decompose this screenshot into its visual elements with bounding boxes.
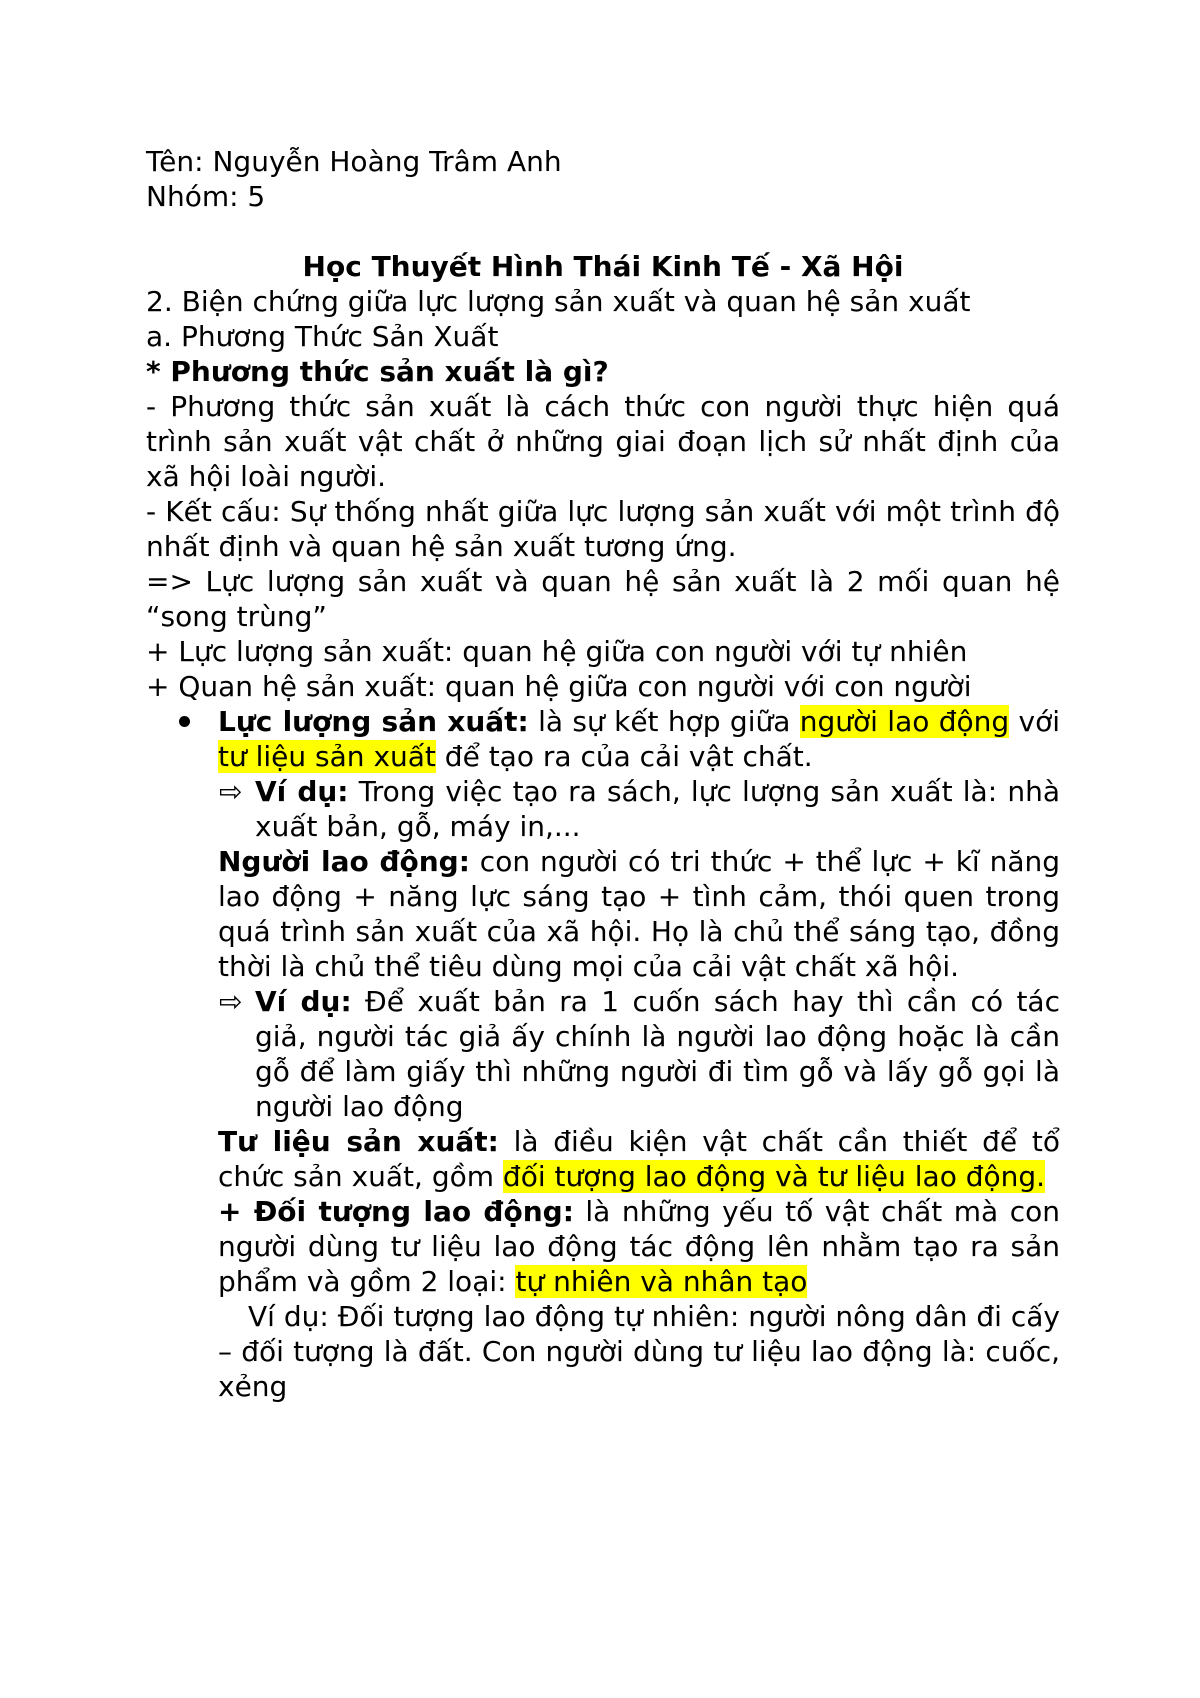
bullet-productive-forces (146, 704, 1060, 774)
bullet-term: Lực lượng sản xuất: (218, 705, 529, 738)
bullet-text-2: với (1009, 705, 1061, 738)
object-paragraph (146, 1194, 1060, 1299)
example-2-label: Ví dụ: (255, 985, 352, 1018)
bullet-text-3: để tạo ra của cải vật chất. (435, 740, 813, 773)
worker-paragraph (146, 844, 1060, 984)
example-1-label: Ví dụ: (255, 775, 349, 808)
example-3: Ví dụ: Đối tượng lao động tự nhiên: người nông dân đi cấy – đối tượng là đất. Con người dùng tư liệu lao động là: cuốc, xẻng (218, 1300, 1060, 1403)
example-2 (146, 984, 1060, 1124)
worker-term: Người lao động: (218, 845, 470, 878)
example-1 (146, 774, 1060, 844)
structure-paragraph: - Kết cấu: Sự thống nhất giữa lực lượng sản xuất với một trình độ nhất định và quan hệ sản xuất tương ứng. (146, 495, 1060, 563)
student-name: Tên: Nguyễn Hoàng Trâm Anh (146, 145, 562, 178)
object-text: là những yếu tố vật chất mà con người dùng tư liệu lao động tác động lên nhằm tạo ra sản phẩm và gồm 2 loại: (218, 1195, 1060, 1298)
means-term: Tư liệu sản xuất: (218, 1125, 499, 1158)
subsection-heading-a: a. Phương Thức Sản Xuất (146, 320, 499, 353)
example-1-text: Trong việc tạo ra sách, lực lượng sản xuất là: nhà xuất bản, gỗ, máy in,... (255, 775, 1060, 843)
question-text: * Phương thức sản xuất là gì? (146, 355, 609, 388)
worker-text: con người có tri thức + thể lực + kĩ năng lao động + năng lực sáng tạo + tình cảm, thói quen trong quá trình sản xuất của xã hội. Họ là chủ thể sáng tạo, đồng thời là chủ thể tiêu dùng mọi của cải vật chất xã hội. (218, 845, 1060, 983)
highlight-object-types: tự nhiên và nhân tạo (515, 1265, 808, 1298)
blank-line (146, 214, 1060, 249)
arrow-right-icon: ⇨ (219, 775, 243, 808)
bullet-text-1: là sự kết hợp giữa (528, 705, 800, 738)
arrow-right-icon: ⇨ (219, 985, 243, 1018)
group-number: Nhóm: 5 (146, 180, 266, 213)
definition-paragraph: - Phương thức sản xuất là cách thức con người thực hiện quá trình sản xuất vật chất ở những giai đoạn lịch sử nhất định của xã hội loài người. (146, 390, 1060, 493)
document-title: Học Thuyết Hình Thái Kinh Tế - Xã Hội (302, 250, 904, 283)
document-body (146, 144, 1060, 1404)
section-heading-2: 2. Biện chứng giữa lực lượng sản xuất và quan hệ sản xuất (146, 285, 971, 318)
relation-line-2: + Quan hệ sản xuất: quan hệ giữa con người với con người (146, 670, 972, 703)
highlight-means-components: đối tượng lao động và tư liệu lao động. (502, 1160, 1046, 1193)
highlight-worker: người lao động (799, 705, 1010, 738)
relation-line-1: + Lực lượng sản xuất: quan hệ giữa con người với tự nhiên (146, 635, 968, 668)
highlight-means: tư liệu sản xuất (218, 740, 436, 773)
question-heading (146, 354, 1060, 389)
conclusion-paragraph: => Lực lượng sản xuất và quan hệ sản xuất là 2 mối quan hệ “song trùng” (146, 565, 1060, 633)
example-2-text: Để xuất bản ra 1 cuốn sách hay thì cần có tác giả, người tác giả ấy chính là người lao động hoặc là cần gỗ để làm giấy thì những người đi tìm gỗ và lấy gỗ gọi là người lao động (255, 985, 1060, 1123)
means-text: là điều kiện vật chất cần thiết để tổ chức sản xuất, gồm (218, 1125, 1060, 1193)
means-paragraph (146, 1124, 1060, 1194)
bullet-dot-icon (179, 716, 190, 727)
object-term: + Đối tượng lao động: (218, 1195, 574, 1228)
